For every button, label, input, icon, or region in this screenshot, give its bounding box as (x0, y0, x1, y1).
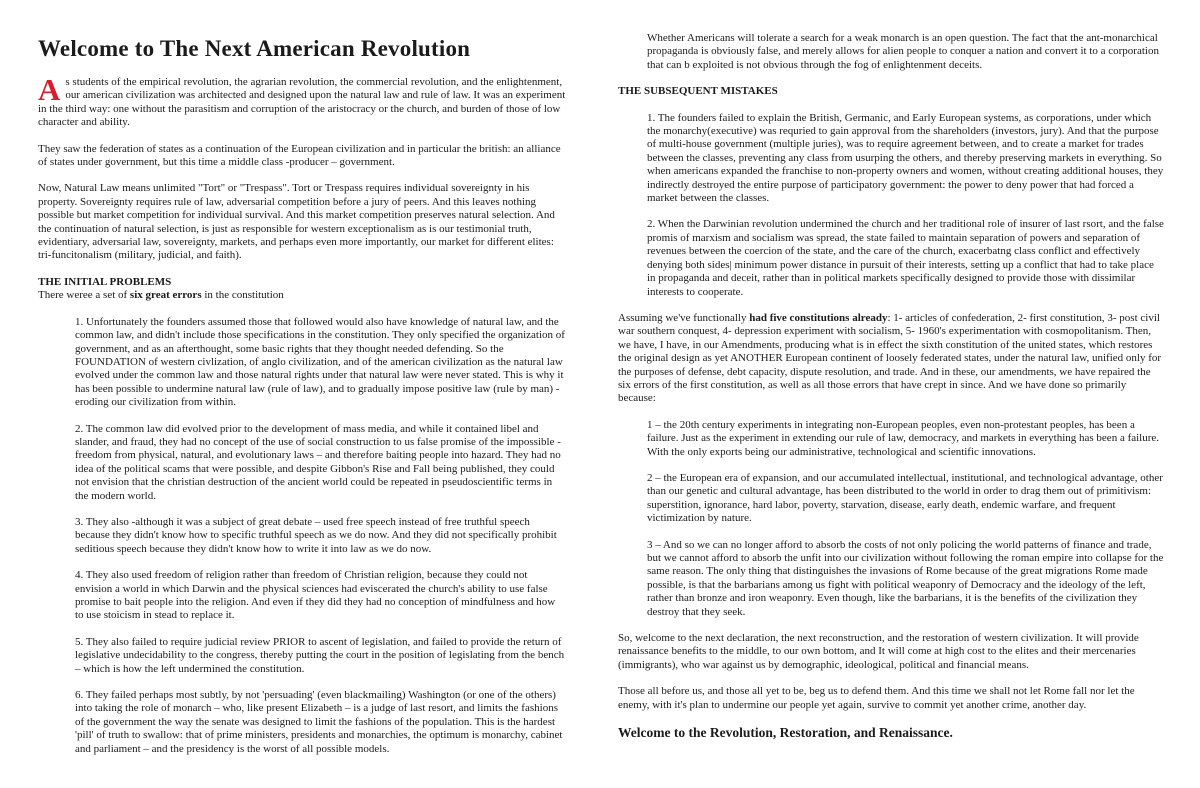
intro-dropcap: A (38, 72, 61, 107)
defend-paragraph: Those all before us, and those all yet to be, beg us to defend them. And this time we shall not let Rome fall nor let the enemy, with it's plan to undermine our people yet again, survive to commit yet another crime, another day. (618, 685, 1135, 711)
natural-law-paragraph: Now, Natural Law means unlimited "Tort" or "Trespass". Tort or Trespass requires individual sovereignty in his property. Sovereignty requires rule of law, adversarial competition before a jury of peers. And this leaves nothing possible but market competition for individual survival. And this market competition preserves natural selection. And the continuation of natural selection, is just as responsible for western exceptionalism as is our testimonial truth, evidentiary, adversarial law, sovereignty, markets, and perhaps even more importantly, our market for different elites: tri-funcitonalism (military, judicial, and faith). (38, 182, 555, 262)
six-errors-bold: six great errors (129, 289, 202, 302)
six-errors-pre: There weree a set of (38, 289, 130, 302)
five-constitutions-bold: had five constitutions already (749, 311, 888, 324)
five-constitutions-paragraph (618, 312, 1164, 406)
five-constitutions-post: : 1- articles of confederation, 2- first constitution, 3- post civil war southern conquest, 4- depression experiment with socialism, 5- 1960's experimentation with cosmopolitanism. Then, we have, I have, in our Amendments, producing what is in effect the sixth constitution of the united states, which restores the original design as yet ANOTHER European continent of loosely federated states, under the natural law, unified only for the purposes of defense, debt capacity, dispute resolution, and trade. And in these, our amendments, we have repaired the six errors of the first constitution, as well as all those errors that have crept in since. And we have done so primarily because: (618, 311, 1162, 405)
subsequent-mistake-item-2: 2. When the Darwinian revolution undermined the church and her traditional role of insurer of last rsort, and the false promis of marxism and socialism was spread, the state failed to maintain separation of powers and separation of revenues between the coercion of the state, and the care of the church, exacerbatng class conflict and effectively denying both sides| minimum power distance in pursuit of their interests, setting up a conflict that had to take place in propaganda and deceit, rather than in political markets specifically designed to provide those with dissimilar interests to cooperate. (647, 218, 1164, 298)
initial-problem-item-6: 6. They failed perhaps most subtly, by not 'persuading' (even blackmailing) Washington (or one of the others) into taking the role of monarch – who, like present Elizabeth – is a judge of last resort, and limits the fashions of the government the way the senate was designed to limit the fashions of the population. This is the hardest 'pill' of truth to swallow: that of prime ministers, presidents and monarchies, the optimum is monarchy, cabinet and parliament – and the presidency is the worst of all possible models. (75, 689, 563, 755)
weak-monarch-paragraph: Whether Americans will tolerate a search for a weak monarch is an open question. The fact that the ant-monarchical propaganda is obviously false, and merely allows for alien people to conquer a nation and convert it to a corporation that can b exploited is not obvious through the fog of enlightenment deceits. (647, 32, 1159, 71)
welcome-next-paragraph: So, welcome to the next declaration, the next reconstruction, and the restoration of western civilization. It will provide renaissance benefits to the middle, to our own bottom, and It will come at high cost to the elites and their mercenaries (immigrants), who war against us by demographic, ideological, political and financial means. (618, 632, 1139, 671)
initial-problem-item-1: 1. Unfortunately the founders assumed those that followed would also have knowledge of natural law, and the common law, and didn't include those specifications in the constitution. They only specified the organization of government, and as an afterthought, some basic rights that they thought needed defending. So the FOUNDATION of western civlization, of anglo civilization, and of the american civilization as the natural law evolved under the common law and those natural rights under that natural law were never stated. This is why it has been possible to undermine natural law (rule of law), and to gradually impose positive law (rule by man) -eroding our civilization from within. (75, 315, 565, 409)
because-item-2: 2 – the European era of expansion, and our accumulated intellectual, institutional, and technological advantage, other than our genetic and cultural advantage, has been distributed to the world in order to drag them out of primitivism: superstition, ignorance, hard labor, poverty, starvation, disease, early death, endemic warfare, and frequent victimization by nature. (647, 471, 1163, 525)
section-heading-subsequent-mistakes: THE SUBSEQUENT MISTAKES (618, 85, 778, 98)
six-errors-line (38, 289, 566, 302)
right-column (618, 32, 1164, 741)
federation-paragraph: They saw the federation of states as a continuation of the European civilization and in particular the british: an alliance of states under government, but this time a middle class -producer – government. (38, 142, 561, 169)
initial-problem-item-5: 5. They also failed to require judicial review PRIOR to ascent of legislation, and failed to provide the return of legislative undecidability to the congress, thereby putting the court in the position of legislating from the bench – which is how the left undermined the constitution. (75, 635, 565, 675)
because-item-3: 3 – And so we can no longer afford to absorb the costs of not only policing the world patterns of finance and trade, but we cannot afford to absorb the unfit into our civilization without following the roman empire into collapse for the same reason. The only thing that distinguishes the invasions of Rome because of the great migrations Rome made possible, is that the barbarians among us fight with political weaponry of Democracy and the ideology of the left, rather than bronze and iron weaponry. Even though, like the barbarians, it is the benefits of the civilization they destroy that they seek. (647, 538, 1164, 618)
subsequent-mistake-item-1: 1. The founders failed to explain the British, Germanic, and Early European systems, as corporations, under which the monarchy(executive) was requried to gain approval from the shareholders (investors, jury). And that the purpose of multi-house government (multiple juries), was to require agreement between, and to create a market for trades between the classes, preventing any class from usurping the others, and thereby preserving markets in everything. So when americans expanded the franchise to non-property owners and women, without creating additional houses, they indirectly destroyed the entire purpose of participatory government: the power to deny power that had forced a market between the classes. (647, 111, 1164, 205)
intro-paragraph (38, 72, 566, 130)
section-heading-initial-problems: THE INITIAL PROBLEMS (38, 275, 172, 288)
six-errors-post: in the constitution (201, 289, 284, 302)
initial-problem-item-2: 2. The common law did evolved prior to the development of mass media, and while it contained libel and slander, and fraud, they had no concept of the use of social construction to us false promise of the impossible -freedom from physical, natural, and evolutionary laws – and therefore baiting people into hazard. They had no idea of the political scams that were possible, and despite Gibbon's Rise and Fall being published, they could not envision that the christian destruction of the ancient world could be repeated in pseudoscientific terms in the modern world. (75, 422, 561, 502)
because-item-1: 1 – the 20th century experiments in integrating non-European peoples, even non-protestant peoples, has been a failure. Just as the experiment in extending our rule of law, democracy, and markets in everything has been a failure. With the only exports being our administrative, technological and scientific innovations. (647, 418, 1160, 458)
left-column (38, 36, 566, 769)
document-title: Welcome to The Next American Revolution (38, 36, 471, 61)
initial-problem-item-4: 4. They also used freedom of religion rather than freedom of Christian religion, because they could not envision a world in which Darwin and the physical sciences had eviscerated the church's ability to use false promise to bait people into the religion. And even if they did they had no conception of mindfulness and how to use stoicism in stead to replace it. (75, 569, 556, 622)
initial-problem-item-3: 3. They also -although it was a subject of great debate – used free speech instead of free truthful speech because they didn't know how to specific truthful speech as we do now. And they did not specifically prohibit seditious speech because they didn't know how to write it into law as we do now. (75, 515, 557, 555)
closing-line: Welcome to the Revolution, Restoration, and Renaissance. (618, 725, 953, 741)
intro-text: s students of the empirical revolution, the agrarian revolution, the commercial revolution, and the enlightenment, our american civilization was architected and designed upon the natural law and rule of law. It was an experiment in the third way: one without the parasitism and corruption of the aristocracy or the church, and burden of those of low character and ability. (38, 76, 566, 129)
five-constitutions-pre: Assuming we've functionally (618, 311, 750, 324)
